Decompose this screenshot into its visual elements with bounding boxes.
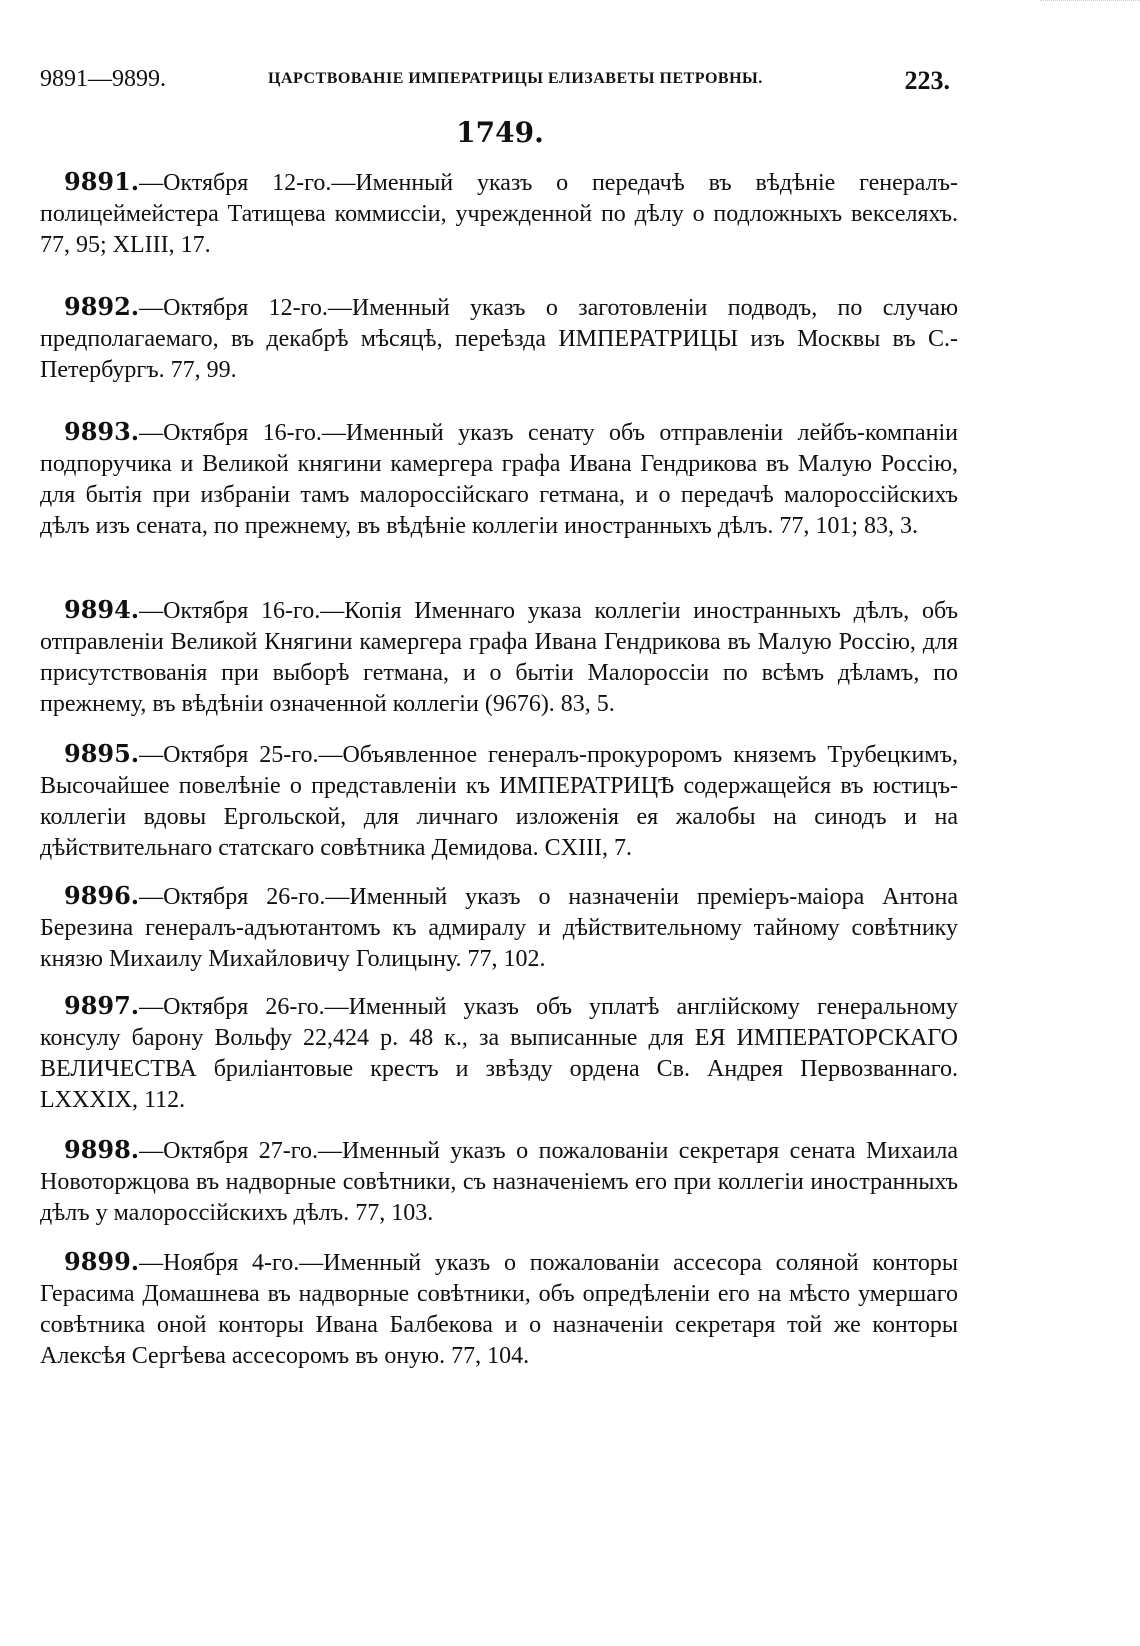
- entry-number: 9898.: [64, 1135, 140, 1164]
- entry-number: 9891.: [64, 167, 140, 196]
- entry-9898: [40, 1134, 958, 1229]
- scan-edge-marks: [1040, 0, 1140, 11]
- entry-number: 9892.: [64, 292, 140, 321]
- entry-number: 9893.: [64, 417, 140, 446]
- entry-9897: [40, 990, 958, 1116]
- entry-number: 9896.: [64, 881, 140, 910]
- entry-9899: [40, 1246, 958, 1372]
- entry-text: —Октября 25-го.—Объявленное генералъ-прокуроромъ княземъ Трубецкимъ, Высочайшее повелѣніе о представленіи къ ИМПЕРАТРИЦѢ содержащейся въ юстицъ-коллегіи вдовы Ергольской, для личнаго изложенія ея жалобы на синодъ и на дѣйствительнаго статскаго совѣтника Демидова. CXIII, 7.: [40, 742, 958, 861]
- page-number: 223.: [904, 66, 950, 95]
- entry-text: —Октября 26-го.—Именный указъ объ уплатѣ англійскому генеральному консулу барону Вольфу 22,424 р. 48 к., за выписанные для ЕЯ ИМПЕРАТОРСКАГО ВЕЛИЧЕСТВА бриліантовые крестъ и звѣзду ордена Св. Андрея Первозваннаго. LXXXIX, 112.: [40, 994, 958, 1113]
- entry-text: —Октября 27-го.—Именный указъ о пожалованіи секретаря сената Михаила Новоторжцова въ надворные совѣтники, съ назначеніемъ его при коллегіи иностранныхъ дѣлъ у малороссійскихъ дѣлъ. 77, 103.: [40, 1138, 958, 1226]
- entry-9893: [40, 416, 958, 542]
- entry-number: 9897.: [64, 991, 140, 1020]
- entry-text: —Октября 12-го.—Именный указъ о заготовленіи подводъ, по случаю предполагаемаго, въ декабрѣ мѣсяцѣ, переѣзда ИМПЕРАТРИЦЫ изъ Москвы въ С.-Петербургъ. 77, 99.: [40, 295, 958, 383]
- running-title: ЦАРСТВОВАНІЕ ИМПЕРАТРИЦЫ ЕЛИЗАВЕТЫ ПЕТРОВНЫ.: [268, 70, 763, 87]
- entry-text: —Октября 12-го.—Именный указъ о передачѣ въ вѣдѣніе генералъ-полицеймейстера Татищева коммиссіи, учрежденной по дѣлу о подложныхъ векселяхъ. 77, 95; XLIII, 17.: [40, 170, 958, 258]
- entry-number: 9895.: [64, 739, 140, 768]
- entry-number: 9894.: [64, 595, 140, 624]
- entry-number: 9899.: [64, 1247, 140, 1276]
- entry-text: —Октября 16-го.—Копія Именнаго указа коллегіи иностранныхъ дѣлъ, объ отправленіи Великой Княгини камергера графа Ивана Гендрикова въ Малую Россію, для присутствованія при выборѣ гетмана, и о бытіи Малороссіи по всѣмъ дѣламъ, по прежнему, въ вѣдѣніи означенной коллегіи (9676). 83, 5.: [40, 598, 958, 717]
- entry-9896: [40, 880, 958, 975]
- entry-9895: [40, 738, 958, 864]
- running-header: [40, 64, 950, 100]
- entry-9891: [40, 166, 958, 261]
- year-heading: 1749.: [456, 116, 544, 149]
- entry-text: —Октября 26-го.—Именный указъ о назначеніи преміеръ-маіора Антона Березина генералъ-адъютантомъ къ адмиралу и дѣйствительному тайному совѣтнику князю Михаилу Михайловичу Голицыну. 77, 102.: [40, 884, 958, 972]
- entry-9892: [40, 291, 958, 386]
- entry-text: —Ноября 4-го.—Именный указъ о пожалованіи ассесора соляной конторы Герасима Домашнева въ надворные совѣтники, объ опредѣленіи его на мѣсто умершаго совѣтника оной конторы Ивана Балбекова и о назначеніи секретаря той же конторы Алексѣя Сергѣева ассесоромъ въ оную. 77, 104.: [40, 1250, 958, 1369]
- entry-9894: [40, 594, 958, 720]
- entry-range: 9891—9899.: [40, 66, 166, 92]
- entry-text: —Октября 16-го.—Именный указъ сенату объ отправленіи лейбъ-компаніи подпоручика и Великой княгини камергера графа Ивана Гендрикова въ Малую Россію, для бытія при избраніи тамъ малороссійскаго гетмана, и о передачѣ малороссійскихъ дѣлъ изъ сената, по прежнему, въ вѣдѣніе коллегіи иностранныхъ дѣлъ. 77, 101; 83, 3.: [40, 420, 958, 539]
